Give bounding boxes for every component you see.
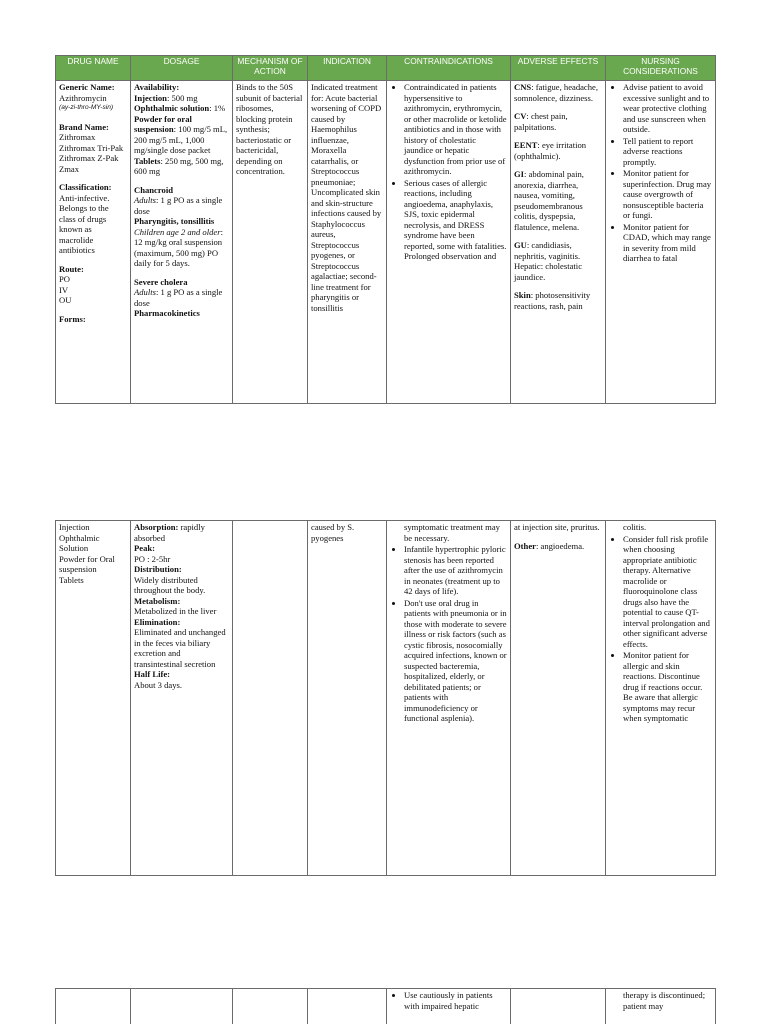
brand-name: Zmax [59,163,80,174]
list-item: • Serious cases of allergic reactions, including angioedema, anaphylaxis, SJS, toxic epidermal necrolysis, and DRESS syndrome have been reported, some with fatalities. Prolonged observation and [404,178,507,262]
list-item: • Advise patient to avoid excessive sunlight and to wear protective clothing and use sunscreen when outside. [623,82,712,135]
cell-mechanism: Binds to the 50S subunit of bacterial ribosomes, blocking protein synthesis; bacteriostatic or bactericidal, depending on concentration. [233,81,308,404]
list-item: therapy is discontinued; patient may [623,990,706,1011]
cns-text: : fatigue, headache, somnolence, dizziness. [514,82,599,103]
form-item: Powder for Oral suspension [59,553,115,574]
half-life-label: Half Life: [134,669,171,679]
powder-value: : 100 mg/5 mL, 200 mg/5 mL, 1,000 mg/single dose packet [134,124,228,155]
ophthalmic-value: : 1% [209,103,226,113]
cell-adverse-effects [511,989,606,1024]
cell-dosage [131,81,233,404]
brand-name: Zithromax Z-Pak [59,153,119,163]
cell-nursing [606,989,716,1024]
injection-value: : 500 mg [166,92,198,103]
list-item: symptomatic treatment may be necessary. [404,522,500,543]
table-row [56,989,716,1024]
metabolism-label: Metabolism: [134,595,181,606]
cell-drug-name [56,81,131,404]
header-row [56,56,716,81]
brand-label: Brand Name: [59,121,109,132]
cell-indication [308,989,387,1024]
header-drug-name: DRUG NAME [56,56,131,81]
form-item: Ophthalmic Solution [59,532,100,553]
chancroid-text: : 1 g PO as a single dose [134,195,223,216]
cv-label: CV [514,111,527,121]
pharmacokinetics-label: Pharmacokinetics [134,308,200,318]
generic-name: Azithromycin [59,92,107,103]
gi-label: GI [514,169,525,179]
absorption-label: Absorption: [134,522,179,532]
pharyngitis-text: : 12 mg/kg oral suspension (maximum, 500 mg) PO daily for 5 days. [134,226,223,268]
ophthalmic-label: Ophthalmic solution [134,103,210,113]
gu-text: : candidiasis, nephritis, vaginitis. [514,240,581,261]
list-item: • Use cautiously in patients with impaired hepatic [404,990,507,1011]
cns-label: CNS [514,82,532,92]
list-item: • Monitor patient for superinfection. Drug may cause overgrowth of nonsusceptible bacteria or fungi. [623,168,712,221]
pharyngitis-children: Children age 2 and older [134,226,221,237]
header-dosage: DOSAGE [131,56,233,81]
cell-nursing [606,81,716,404]
list-item: • Consider full risk profile when choosing appropriate antibiotic therapy. Alternative macrolide or fluoroquinolone class drugs also have the potential to cause QT-interval prolongation and other significant adverse effects. [623,534,712,650]
availability-label: Availability: [134,82,180,92]
list-item: • Infantile hypertrophic pyloric stenosis has been reported after the use of azithromycin in neonates (treatment up to 42 days of life). [404,544,507,597]
list-item: • Contraindicated in patients hypersensitive to azithromycin, erythromycin, or other macrolide or ketolide antibiotics and in those with history of cholestatic jaundice or hepatic dysfunction from prior use of azithromycin. [404,82,507,177]
cholera-text: : 1 g PO as a single dose [134,287,223,308]
half-life-text: About 3 days. [134,679,182,690]
cell-dosage [131,989,233,1024]
brand-name: Zithromax [59,132,96,142]
other-text: : angioedema. [535,540,585,551]
cell-indication: Indicated treatment for: Acute bacterial worsening of COPD caused by Haemophilus influenzae, Moraxella catarrhalis, or Streptococcus pneumoniae; Uncomplicated skin and skin-structure infections caused by Staphylococcus aureus, Streptococcus pyogenes, or Streptococcus agalactiae; second-line treatment for pharyngitis or tonsillitis [308,81,387,404]
chancroid-adults: Adults [134,195,156,205]
cell-indication: caused by S. pyogenes [308,521,387,876]
gi-text: : abdominal pain, anorexia, diarrhea, nausea, vomiting, pseudomembranous colitis, dyspepsia, flatulence, melena. [514,169,584,232]
gu-label: GU [514,240,527,250]
peak-label: Peak: [134,543,156,553]
generic-label: Generic Name: [59,82,115,92]
skin-text: : photosensitivity reactions, rash, pain [514,290,591,311]
cell-mechanism [233,989,308,1024]
pharyngitis-label: Pharyngitis, tonsillitis [134,216,215,226]
tablets-label: Tablets [134,155,161,166]
absorption-text: rapidly absorbed [134,522,205,543]
eent-label: EENT [514,140,538,150]
cell-adverse-effects [511,521,606,876]
drug-table-page-1 [55,55,716,404]
list-item: • Monitor patient for allergic and skin reactions. Discontinue drug if reactions occur. Be aware that allergic symptoms may recur when symptomatic [623,650,712,724]
classification-text: Anti-infective. Belongs to the class of drugs known as macrolide antibiotics [59,192,110,255]
forms-label: Forms: [59,313,86,324]
cv-text: : chest pain, palpitations. [514,111,568,132]
cell-pharmacokinetics [131,521,233,876]
cell-mechanism [233,521,308,876]
form-item: Injection [59,522,90,532]
cell-nursing [606,521,716,876]
table-row [56,521,716,876]
table-row [56,81,716,404]
cell-contraindications [387,521,511,876]
route-item: PO [59,274,70,284]
drug-table-page-3 [55,988,716,1024]
skin-label: Skin [514,290,531,300]
adverse-continued: at injection site, pruritus. [514,522,600,532]
cholera-label: Severe cholera [134,276,188,287]
chancroid-label: Chancroid [134,184,173,195]
distribution-text: Widely distributed throughout the body. [134,574,206,595]
header-nursing: NURSING CONSIDERATIONS [606,56,716,81]
distribution-label: Distribution: [134,564,182,574]
header-mechanism: MECHANISM OF ACTION [233,56,308,81]
header-contraindications: CONTRAINDICATIONS [387,56,511,81]
list-item: • Monitor patient for CDAD, which may range in severity from mild diarrhea to fatal [623,222,712,264]
cell-contraindications [387,989,511,1024]
other-label: Other [514,540,536,551]
route-label: Route: [59,263,84,274]
elimination-label: Elimination: [134,616,181,627]
drug-table-page-2 [55,520,716,876]
header-indication: INDICATION [308,56,387,81]
list-item: • Tell patient to report adverse reactions promptly. [623,136,712,168]
cell-drug-forms [56,521,131,876]
cell-drug-name [56,989,131,1024]
cholera-adults: Adults [134,287,156,297]
list-item: colitis. [623,522,647,532]
header-adverse-effects: ADVERSE EFFECTS [511,56,606,81]
cell-adverse-effects [511,81,606,404]
pronunciation: (ay-zi-thro-MY-sin) [59,104,114,111]
form-item: Tablets [59,574,84,585]
hepatic-text: Hepatic: cholestatic jaundice. [514,261,583,282]
metabolism-text: Metabolized in the liver [134,606,217,616]
route-item: IV [59,284,69,295]
classification-label: Classification: [59,182,112,192]
cell-contraindications [387,81,511,404]
brand-name: Zithromax Tri-Pak [59,142,124,153]
tablets-value: : 250 mg, 500 mg, 600 mg [134,155,224,176]
peak-text: PO : 2-5hr [134,553,171,564]
powder-label: Powder for oral suspension [134,113,192,134]
route-item: OU [59,295,72,305]
elimination-text: Eliminated and unchanged in the feces via biliary excretion and transintestinal secretion [134,627,226,669]
injection-label: Injection [134,92,167,103]
eent-text: : eye irritation (ophthalmic). [514,140,587,161]
list-item: • Don't use oral drug in patients with pneumonia or in those with moderate to severe illness or risk factors (such as cystic fibrosis, nosocomially acquired infections, known or suspected bacteremia, hospitalized, elderly, or debilitated patients; or patients with immunodeficiency or functional asplenia). [404,598,507,724]
